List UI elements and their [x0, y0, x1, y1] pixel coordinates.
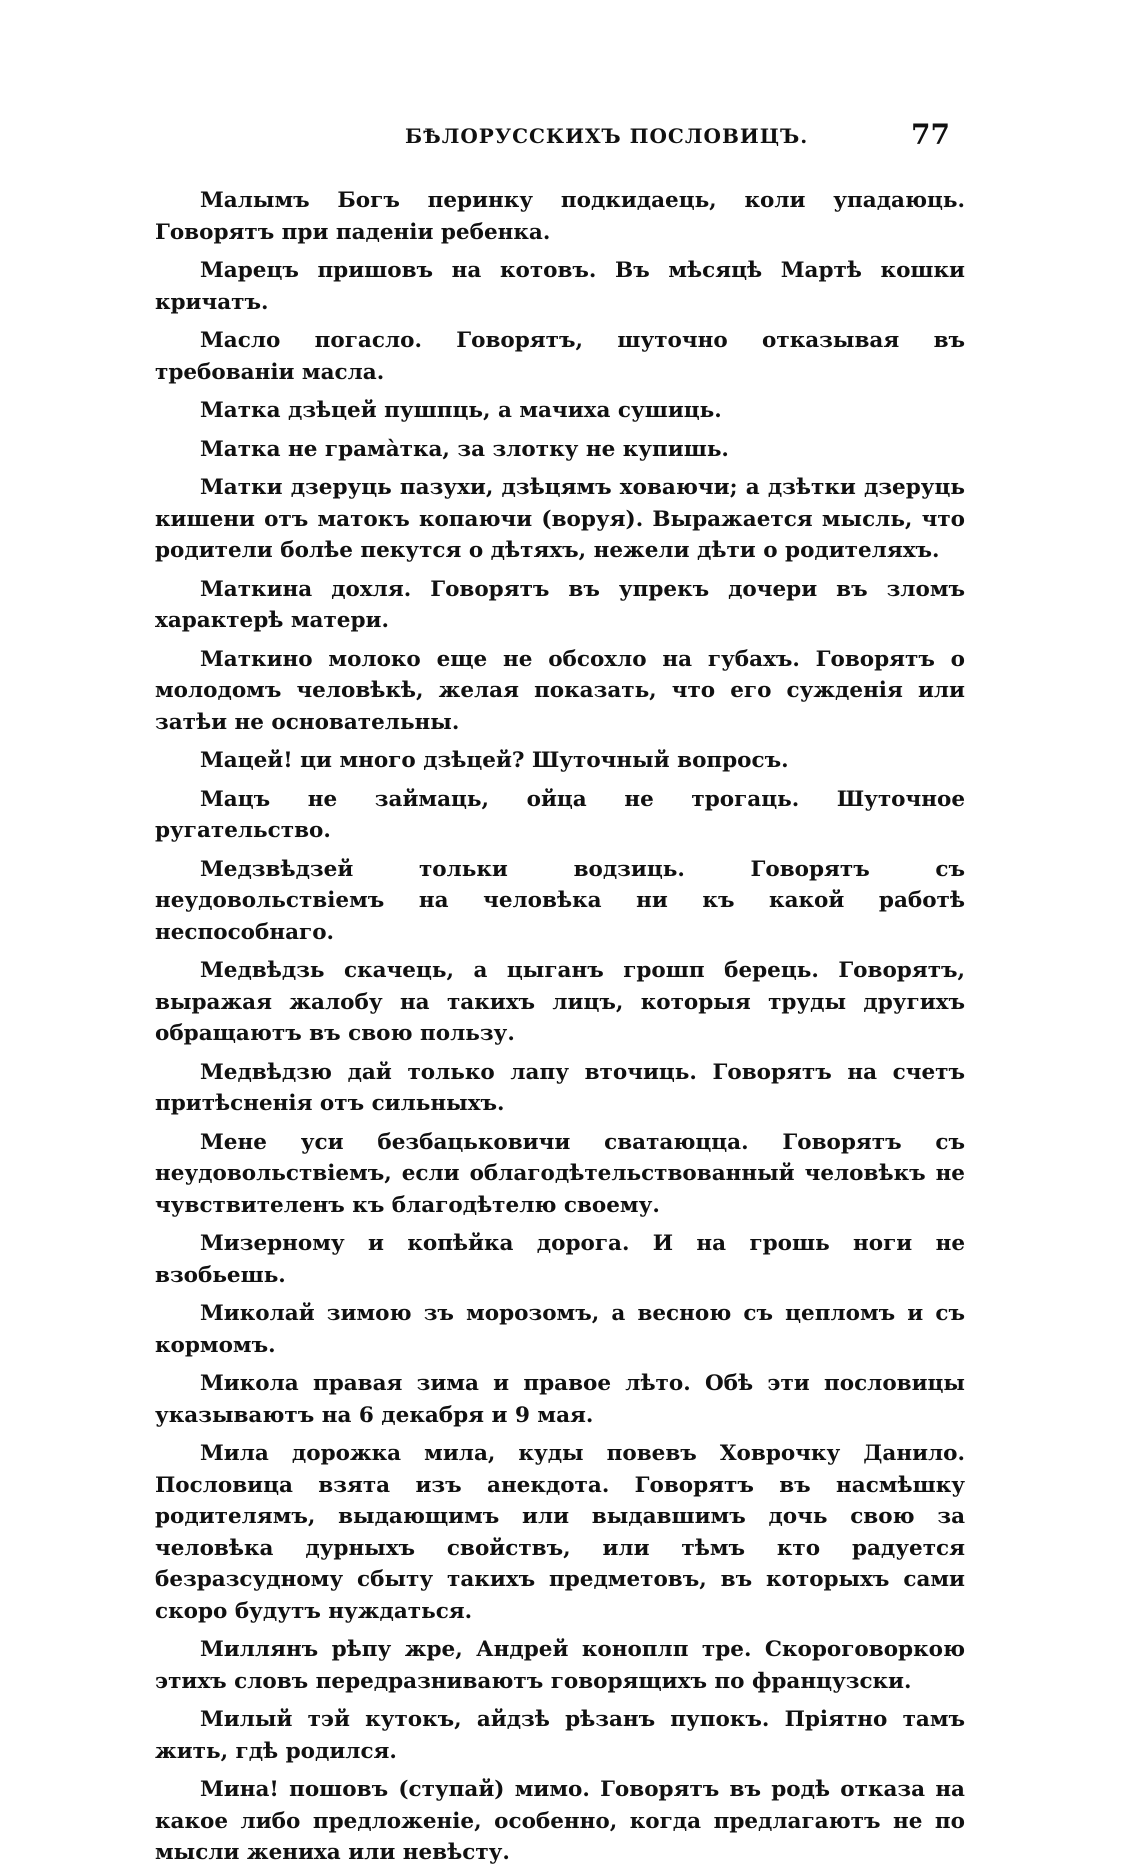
- page-header: [150, 118, 970, 158]
- proverb-entry: Мина! пошовъ (ступай) мимо. Говорятъ въ родѣ отказа на какое либо предложеніе, особенно, когда предлагаютъ не по мысли жениха или невѣсту.: [155, 1777, 965, 1865]
- proverb-entry: Милый тэй кутокъ, айдзѣ рѣзанъ пупокъ. Пріятно тамъ жить, гдѣ родился.: [155, 1707, 965, 1764]
- proverb-entry: Мила дорожка мила, куды повевъ Ховрочку Данило. Пословица взята изъ анекдота. Говорятъ въ насмѣшку родителямъ, выдающимъ или выдавшимъ дочь свою за человѣка дурныхъ свойствъ, или тѣмъ кто радуется безразсудному сбыту такихъ предметовъ, въ которыхъ сами скоро будутъ нуждаться.: [155, 1441, 965, 1624]
- proverb-entry: Медвѣдзю дай только лапу вточиць. Говорятъ на счетъ притѣсненія отъ сильныхъ.: [155, 1059, 965, 1116]
- proverb-entry: Масло погасло. Говорятъ, шуточно отказывая въ требованіи масла.: [155, 328, 965, 385]
- proverb-entry: Медзвѣдзей тольки водзиць. Говорятъ съ неудовольствіемъ на человѣка ни къ какой работѣ неспособнаго.: [155, 856, 965, 945]
- running-title: БѢЛОРУССКИХЪ ПОСЛОВИЦЪ.: [405, 124, 809, 148]
- proverb-entry: Матки дзеруць пазухи, дзѣцямъ ховаючи; а дзѣтки дзеруць кишени отъ матокъ копаючи (воруя). Выражается мысль, что родители болѣе пекутся о дѣтяхъ, нежели дѣти о родителяхъ.: [155, 475, 965, 563]
- proverb-entry: Мацъ не займаць, ойца не трогаць. Шуточное ругательство.: [155, 786, 965, 843]
- proverb-entry: Маткино молоко еще не обсохло на губахъ. Говорятъ о молодомъ человѣкѣ, желая показать, что его сужденія или затѣи не основательны.: [155, 646, 965, 735]
- page-number: 77: [911, 118, 950, 151]
- proverb-entry: Мене уси безбацьковичи сватаюцца. Говорятъ съ неудовольствіемъ, если облагодѣтельствованный человѣкъ не чувствителенъ къ благодѣтелю своему.: [155, 1129, 965, 1218]
- proverb-entry: Медвѣдзь скачець, а цыганъ грошп берець. Говорятъ, выражая жалобу на такихъ лицъ, которыя труды другихъ обращаютъ въ свою пользу.: [155, 958, 965, 1046]
- proverb-entry: Малымъ Богъ перинку подкидаець, коли упадаюць. Говорятъ при паденіи ребенка.: [155, 188, 965, 245]
- proverb-entry: Маткина дохля. Говорятъ въ упрекъ дочери въ зломъ характерѣ матери.: [155, 576, 965, 633]
- proverb-entry: Матка дзѣцей пушпць, а мачиха сушиць.: [200, 398, 722, 423]
- proverb-entry: Миллянъ рѣпу жре, Андрей коноплп тре. Скороговоркою этихъ словъ передразниваютъ говорящихъ по французски.: [155, 1637, 965, 1694]
- proverb-entry: Мацей! ци много дзѣцей? Шуточный вопросъ.: [200, 748, 789, 773]
- proverb-entry: Мизерному и копѣйка дорога. И на грошь ноги не взобьешь.: [155, 1231, 965, 1288]
- proverb-entry: Микола правая зима и правое лѣто. Обѣ эти пословицы указываютъ на 6 декабря и 9 мая.: [155, 1371, 965, 1428]
- proverb-entry: Матка не грамàтка, за злотку не купишь.: [200, 436, 729, 462]
- proverb-list: [155, 185, 965, 1876]
- proverb-entry: Миколай зимою зъ морозомъ, а весною съ цепломъ и съ кормомъ.: [155, 1301, 965, 1358]
- proverb-entry: Марецъ пришовъ на котовъ. Въ мѣсяцѣ Мартѣ кошки кричатъ.: [155, 258, 965, 315]
